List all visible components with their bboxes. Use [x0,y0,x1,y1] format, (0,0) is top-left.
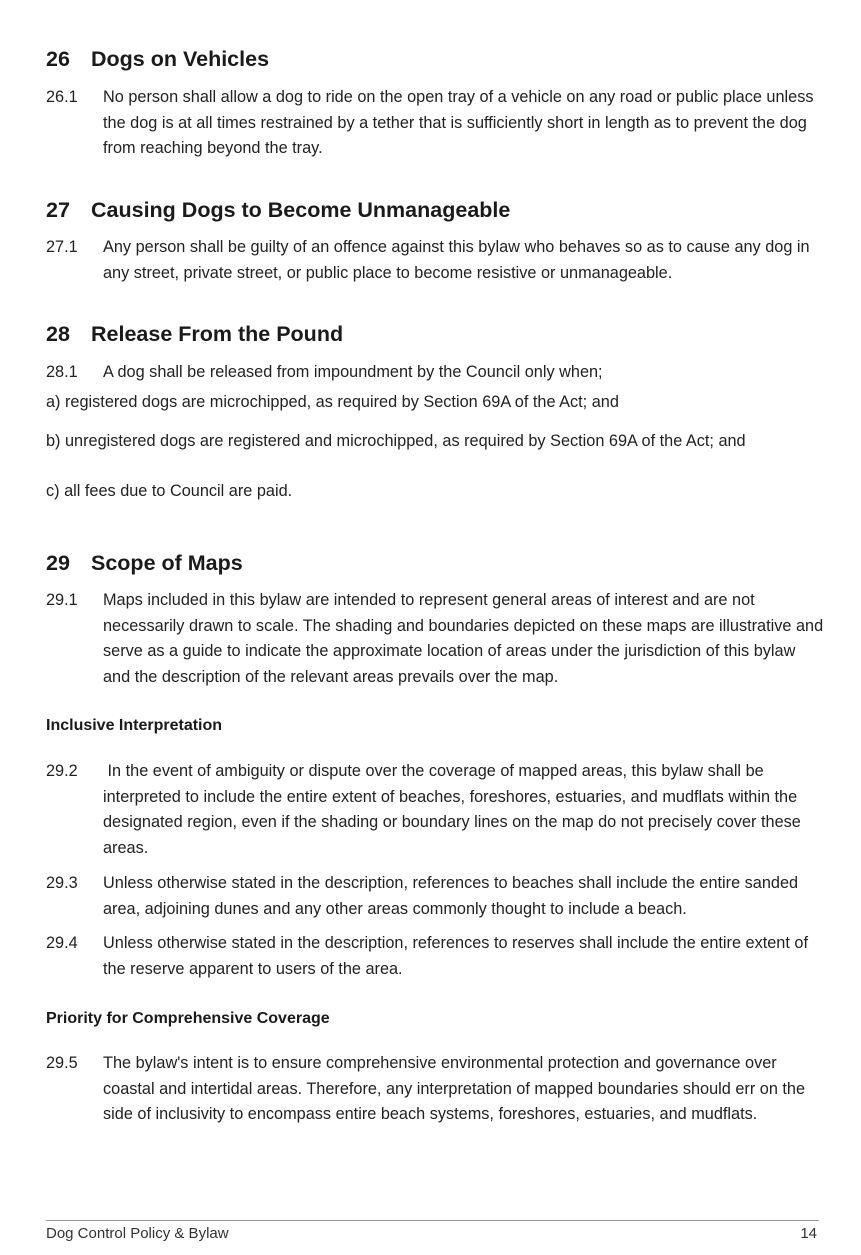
clause-number: 29.4 [46,934,78,952]
section-number: 27 [46,198,70,222]
section-number: 28 [46,322,70,346]
clause-number: 29.5 [46,1054,78,1072]
clause-number: 28.1 [46,363,78,381]
footer-document-title: Dog Control Policy & Bylaw [46,1225,229,1242]
clause-26-1 [46,85,826,162]
section-heading-27 [46,197,510,223]
subsection-heading-priority-coverage: Priority for Comprehensive Coverage [46,1010,330,1027]
clause-number: 27.1 [46,238,78,256]
clause-29-3 [46,871,826,922]
clause-text: A dog shall be released from impoundment by the Council only when; [103,363,603,381]
section-title: Scope of Maps [91,551,243,575]
section-title: Causing Dogs to Become Unmanageable [91,198,511,222]
clause-29-4 [46,931,826,982]
clause-29-5 [46,1051,826,1128]
section-heading-28 [46,321,343,347]
clause-text: Unless otherwise stated in the description, references to reserves shall include the entire extent of the reserve apparent to users of the area. [103,934,808,978]
section-number: 29 [46,551,70,575]
clause-text: Unless otherwise stated in the description, references to beaches shall include the entire sanded area, adjoining dunes and any other areas commonly thought to include a beach. [103,874,799,918]
clause-number: 26.1 [46,88,78,106]
clause-text: The bylaw's intent is to ensure comprehensive environmental protection and governance over coastal and intertidal areas. Therefore, any interpretation of mapped boundaries should err on the side of inclusivity to encompass entire beach systems, foreshores, estuaries, and mudflats. [103,1054,806,1124]
clause-number: 29.3 [46,874,78,892]
section-heading-26 [46,46,269,72]
clause-number: 29.2 [46,762,78,780]
clause-text: Maps included in this bylaw are intended to represent general areas of interest and are not necessarily drawn to scale. The shading and boundaries depicted on these maps are illustrative and serve as a guide to indicate the approximate location of areas under the jurisdiction of this bylaw and the description of the relevant areas prevails over the map. [103,591,824,686]
section-title: Release From the Pound [91,322,344,346]
clause-29-2 [46,759,826,861]
clause-27-1 [46,235,826,286]
section-title: Dogs on Vehicles [91,47,270,71]
section-number: 26 [46,47,70,71]
clause-28-1 [46,360,826,386]
clause-number: 29.1 [46,591,78,609]
section-heading-29 [46,550,243,576]
list-item-c: c) all fees due to Council are paid. [46,482,293,500]
list-item-a: a) registered dogs are microchipped, as required by Section 69A of the Act; and [46,393,619,411]
footer-page-number: 14 [800,1225,817,1242]
clause-text: Any person shall be guilty of an offence against this bylaw who behaves so as to cause any dog in any street, private street, or public place to become resistive or unmanageable. [103,238,810,282]
list-item-b: b) unregistered dogs are registered and microchipped, as required by Section 69A of the Act; and [46,432,746,450]
footer-divider [46,1220,819,1221]
clause-29-1 [46,588,826,690]
subsection-heading-inclusive-interpretation: Inclusive Interpretation [46,717,223,734]
clause-text: In the event of ambiguity or dispute over the coverage of mapped areas, this bylaw shall be interpreted to include the entire extent of beaches, foreshores, estuaries, and mudflats within the designated region, even if the shading or boundary lines on the map do not precisely cover these areas. [103,762,806,857]
clause-text: No person shall allow a dog to ride on the open tray of a vehicle on any road or public place unless the dog is at all times restrained by a tether that is sufficiently short in length as to prevent the dog from reaching beyond the tray. [103,88,814,158]
